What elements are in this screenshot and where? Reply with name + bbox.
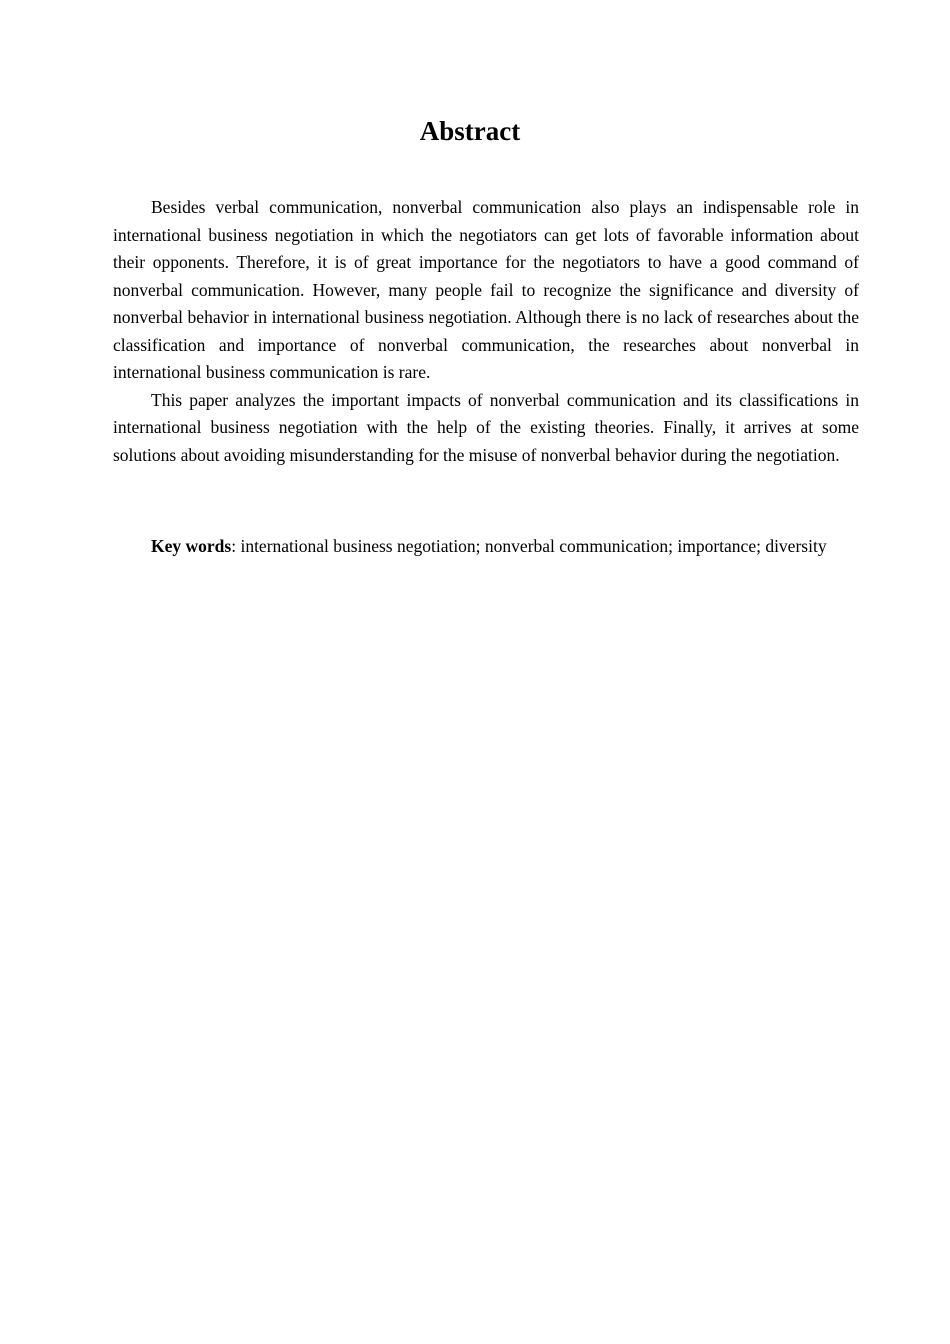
keywords-text: international business negotiation; nonverbal communication; importance; diversity	[236, 536, 827, 556]
abstract-title: Abstract	[419, 116, 521, 146]
keywords-separator: :	[231, 536, 237, 556]
keywords-line	[151, 530, 859, 563]
keywords-label: Key words	[151, 536, 232, 556]
abstract-paragraph-1: Besides verbal communication, nonverbal communication also plays an indispensable role in international business negotiation in which the negotiators can get lots of favorable information about their opponents. Therefore, it is of great importance for the negotiators to have a good command of nonverbal communication. However, many people fail to recognize the significance and diversity of nonverbal behavior in international business negotiation. Although there is no lack of researches about the classification and importance of nonverbal communication, the researches about nonverbal in international business communication is rare.	[113, 197, 859, 382]
abstract-body	[113, 194, 859, 469]
abstract-paragraph-2: This paper analyzes the important impacts of nonverbal communication and its classifications in international business negotiation with the help of the existing theories. Finally, it arrives at some solutions about avoiding misunderstanding for the misuse of nonverbal behavior during the negotiation.	[113, 389, 859, 465]
